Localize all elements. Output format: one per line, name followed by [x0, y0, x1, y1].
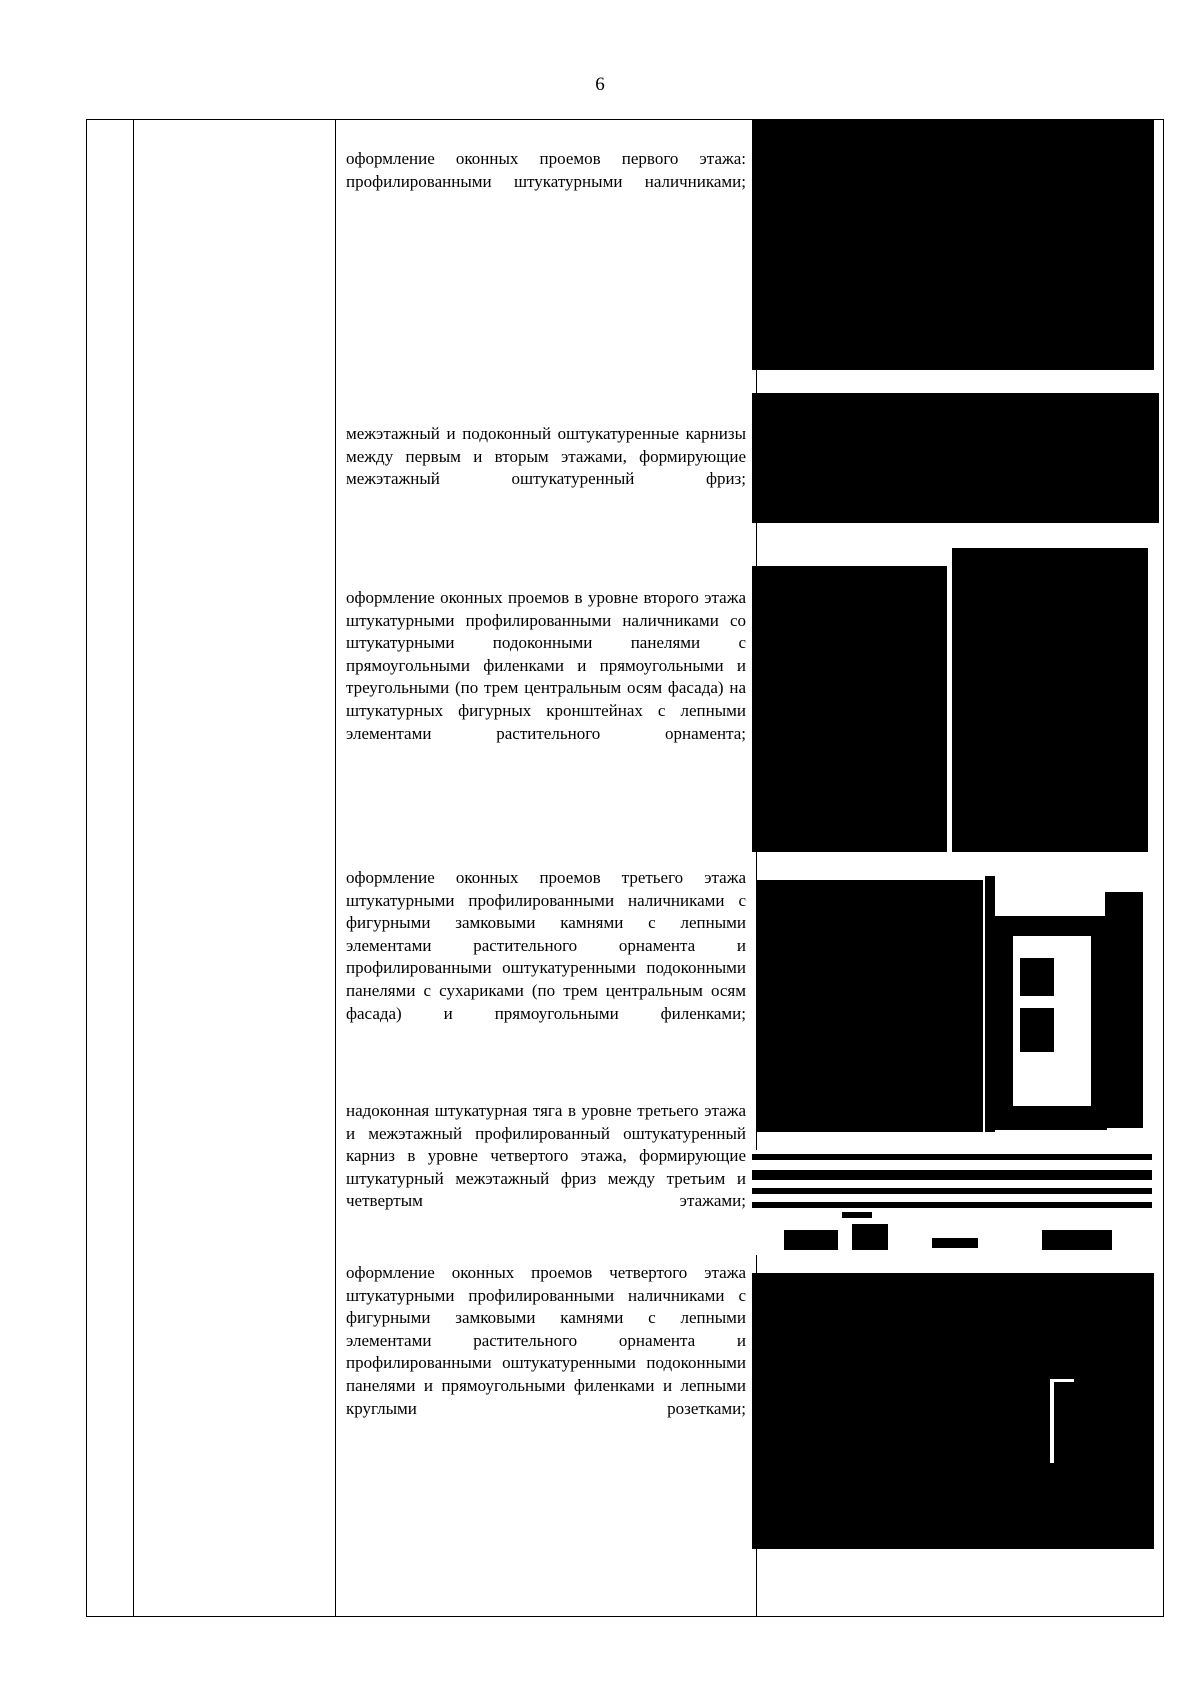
description-second-floor-windows: оформление оконных проемов в уровне второго этажа штукатурными профилированными наличниками со штукатурными подоконными панелями с прямоугольными филенками и прямоугольными и треугольными (по трем центральным осям фасада) на штукатурных фигурных кронштейнах с лепными элементами растительного орнамента; [346, 588, 746, 743]
description-fourth-floor-windows: оформление оконных проемов четвертого этажа штукатурными профилированными наличниками с фигурными замковыми камнями с лепными элементами растительного орнамента и профилированными оштукатуренными подоконными панелями и прямоугольными филенками и лепными круглыми розетками; [346, 1263, 746, 1418]
photo-second-floor-window-left [752, 566, 947, 852]
photo-second-floor-window-right [952, 548, 1148, 852]
photo-cornices [752, 393, 1159, 523]
photo-third-floor-window-right [985, 876, 1145, 1132]
column-divider-1 [133, 120, 134, 1616]
description-third-floor-windows: оформление оконных проемов третьего этажа штукатурными профилированными наличниками с фигурными замковыми камнями с лепными элементами растительного орнамента и профилированными оштукатуренными подоконными панелями с сухариками (по трем центральным осям фасада) и прямоугольными филенками; [346, 868, 746, 1023]
column-divider-2 [335, 120, 336, 1616]
description-cornices-first-second-floor: межэтажный и подоконный оштукатуренные карнизы между первым и вторым этажами, формирующие межэтажный оштукатуренный фриз; [346, 424, 746, 489]
photo-first-floor-windows [752, 120, 1154, 370]
description-third-fourth-floor-frieze: надоконная штукатурная тяга в уровне третьего этажа и межэтажный профилированный оштукатуренный карниз в уровне четвертого этажа, формирующие штукатурный межэтажный фриз между третьим и четвертым этажами; [346, 1101, 746, 1211]
page-number: 6 [595, 74, 605, 95]
photo-third-floor-window-left [757, 880, 983, 1132]
photo-fourth-floor-windows [752, 1273, 1154, 1549]
photo-frieze [752, 1150, 1152, 1255]
description-first-floor-windows: оформление оконных проемов первого этажа: профилированными штукатурными наличниками; [346, 149, 746, 191]
